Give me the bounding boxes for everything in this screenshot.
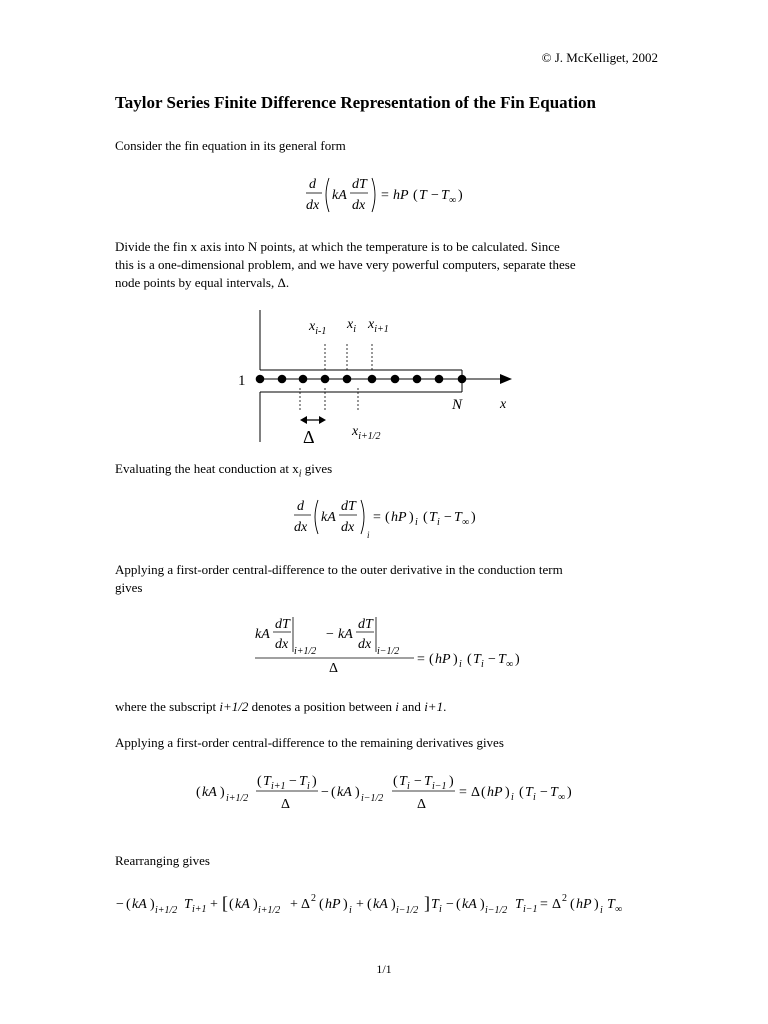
svg-text:i: i (367, 530, 370, 540)
svg-text:−: − (444, 510, 452, 525)
paragraph-text: . (443, 699, 447, 714)
svg-text:−: − (446, 897, 454, 912)
svg-text:): ) (567, 785, 572, 800)
svg-text:=: = (381, 188, 389, 203)
svg-text:(: ( (367, 897, 372, 912)
svg-text:i: i (307, 781, 310, 792)
label-axis-x: x (500, 397, 507, 412)
svg-text:i: i (437, 517, 440, 528)
svg-text:T: T (473, 652, 481, 667)
svg-text:T: T (419, 188, 427, 203)
svg-text:]: ] (424, 893, 430, 913)
svg-text:Δ: Δ (552, 897, 562, 912)
svg-text:): ) (220, 785, 225, 800)
svg-text:dT: dT (358, 617, 373, 632)
svg-text:kA: kA (462, 897, 477, 912)
svg-text:−: − (289, 774, 297, 789)
svg-text:hP: hP (391, 510, 407, 525)
svg-text:i: i (415, 517, 418, 528)
svg-text:i+1/2: i+1/2 (258, 905, 281, 916)
svg-text:T: T (607, 897, 615, 912)
svg-text:(: ( (570, 897, 575, 912)
svg-text:): ) (391, 897, 396, 912)
svg-text:i: i (349, 905, 352, 916)
svg-text:Δ: Δ (417, 797, 427, 812)
svg-text:hP: hP (325, 897, 341, 912)
paragraph-text: and (398, 699, 425, 714)
svg-text:Δ: Δ (471, 785, 481, 800)
svg-text:=: = (540, 897, 548, 912)
svg-text:(: ( (423, 510, 428, 525)
svg-text:dT: dT (352, 177, 367, 192)
svg-text:∞: ∞ (558, 792, 566, 803)
svg-text:kA: kA (255, 627, 270, 642)
svg-text:): ) (150, 897, 155, 912)
subscript-i: i (298, 468, 302, 480)
svg-text:i: i (407, 781, 410, 792)
svg-text:i−1: i−1 (523, 904, 538, 915)
svg-text:(: ( (196, 785, 201, 800)
svg-text:i−1/2: i−1/2 (361, 793, 384, 804)
svg-text:−: − (321, 785, 329, 800)
svg-text:T: T (525, 785, 533, 800)
svg-text:−: − (540, 785, 548, 800)
label-delta: Δ (303, 427, 315, 447)
paragraph-divide-fin (115, 238, 635, 292)
svg-text:T: T (184, 897, 192, 912)
svg-text:(: ( (126, 897, 131, 912)
svg-text:T: T (399, 774, 407, 789)
svg-text:i−1/2: i−1/2 (377, 646, 400, 657)
svg-text:i−1: i−1 (432, 781, 447, 792)
paragraph-text: denotes a position between (248, 699, 396, 714)
svg-text:[: [ (222, 893, 228, 913)
svg-text:∞: ∞ (615, 904, 623, 915)
svg-text:): ) (505, 785, 510, 800)
svg-text:hP: hP (435, 652, 451, 667)
svg-text:+: + (356, 897, 364, 912)
svg-text:T: T (454, 510, 462, 525)
svg-text:T: T (429, 510, 437, 525)
svg-text:(: ( (257, 774, 262, 789)
svg-text:kA: kA (235, 897, 250, 912)
page-number: 1/1 (376, 962, 392, 976)
svg-text:T: T (441, 188, 449, 203)
svg-text:kA: kA (332, 188, 347, 203)
svg-text:Δ: Δ (329, 661, 339, 674)
svg-text:kA: kA (338, 627, 353, 642)
svg-text:−: − (431, 188, 439, 203)
label-x-i: $x_i$ (347, 317, 356, 335)
svg-text:i+1/2: i+1/2 (294, 646, 317, 657)
subscript-symbol: i+1/2 (219, 699, 249, 714)
svg-text:i: i (439, 904, 442, 915)
paragraph-text: where the subscript (115, 699, 220, 714)
svg-text:i+1/2: i+1/2 (155, 905, 178, 916)
svg-text:d: d (297, 499, 304, 514)
svg-text:i: i (533, 792, 536, 803)
svg-text:dx: dx (341, 520, 355, 535)
label-x-i-plus-1: $x_{i+1}$ (368, 317, 389, 335)
equation-central-difference (0, 768, 768, 816)
svg-text:i: i (459, 659, 462, 670)
svg-text:): ) (355, 785, 360, 800)
label-x-i-plus-half: $x_{i+1/2}$ (352, 424, 381, 442)
svg-text:+: + (210, 897, 218, 912)
svg-text:T: T (299, 774, 307, 789)
svg-text:): ) (409, 510, 414, 525)
svg-text:d: d (309, 177, 316, 192)
svg-text:hP: hP (576, 897, 592, 912)
node-diagram (230, 308, 530, 453)
copyright-notice: © J. McKelliget, 2002 (541, 50, 658, 65)
svg-text:kA: kA (132, 897, 147, 912)
index-symbol: i (395, 699, 399, 714)
svg-text:−: − (116, 897, 124, 912)
svg-text:hP: hP (393, 188, 409, 203)
svg-text:dT: dT (275, 617, 290, 632)
paragraph-remaining-derivatives: Applying a first-order central-difference to the remaining derivatives gives (115, 735, 504, 750)
svg-text:): ) (312, 774, 317, 789)
svg-text:dx: dx (306, 198, 320, 213)
svg-text:=: = (459, 785, 467, 800)
svg-text:dx: dx (294, 520, 308, 535)
svg-text:): ) (515, 652, 520, 667)
svg-text:hP: hP (487, 785, 503, 800)
svg-text:(: ( (456, 897, 461, 912)
svg-text:): ) (458, 188, 463, 203)
svg-text:kA: kA (321, 510, 336, 525)
paragraph-line: this is a one-dimensional problem, and we have very powerful computers, separate these (115, 257, 576, 272)
svg-text:T: T (263, 774, 271, 789)
svg-text:(: ( (385, 510, 390, 525)
svg-text:kA: kA (373, 897, 388, 912)
svg-text:dT: dT (341, 499, 356, 514)
equation-conduction-at-xi (0, 494, 768, 544)
svg-text:(: ( (481, 785, 486, 800)
svg-text:−: − (326, 627, 334, 642)
svg-text:i+1: i+1 (192, 904, 207, 915)
svg-text:i: i (600, 905, 603, 916)
svg-text:i: i (511, 792, 514, 803)
paragraph-text: Evaluating the heat conduction at x (115, 461, 299, 476)
svg-text:∞: ∞ (506, 659, 514, 670)
equation-outer-derivative (0, 612, 768, 674)
svg-text:): ) (453, 652, 458, 667)
svg-text:i−1/2: i−1/2 (485, 905, 508, 916)
paragraph-text: gives (301, 461, 333, 476)
label-x-i-minus-1: $x_{i-1}$ (309, 319, 327, 337)
svg-text:): ) (449, 774, 454, 789)
svg-text:dx: dx (275, 637, 289, 652)
paragraph-evaluate (115, 460, 635, 484)
svg-text:i: i (481, 659, 484, 670)
svg-text:T: T (431, 897, 439, 912)
svg-text:+: + (290, 897, 298, 912)
svg-text:Δ: Δ (301, 897, 311, 912)
svg-text:T: T (550, 785, 558, 800)
svg-text:=: = (417, 652, 425, 667)
paragraph-line: node points by equal intervals, Δ. (115, 275, 290, 290)
svg-text:kA: kA (202, 785, 217, 800)
paragraph-line: gives (115, 580, 143, 595)
svg-text:=: = (373, 510, 381, 525)
svg-text:): ) (343, 897, 348, 912)
svg-text:kA: kA (337, 785, 352, 800)
equation-fin-general (0, 172, 768, 218)
svg-text:Δ: Δ (281, 797, 291, 812)
paragraph-rearranging: Rearranging gives (115, 853, 210, 868)
svg-text:i+1: i+1 (271, 781, 286, 792)
svg-text:): ) (480, 897, 485, 912)
svg-text:i+1/2: i+1/2 (226, 793, 249, 804)
svg-text:∞: ∞ (462, 517, 470, 528)
label-node-N: N (452, 397, 463, 413)
svg-text:T: T (424, 774, 432, 789)
svg-text:2: 2 (311, 893, 316, 904)
svg-text:dx: dx (358, 637, 372, 652)
svg-text:dx: dx (352, 198, 366, 213)
svg-text:−: − (414, 774, 422, 789)
svg-text:∞: ∞ (449, 195, 457, 206)
paragraph-subscript-note (115, 698, 635, 716)
svg-text:(: ( (393, 774, 398, 789)
svg-text:): ) (253, 897, 258, 912)
svg-text:): ) (594, 897, 599, 912)
paragraph-first-order-outer (115, 561, 635, 597)
svg-text:T: T (498, 652, 506, 667)
label-node-one: 1 (238, 373, 246, 389)
svg-text:2: 2 (562, 893, 567, 904)
equation-rearranged (0, 884, 768, 924)
svg-text:(: ( (319, 897, 324, 912)
svg-text:): ) (471, 510, 476, 525)
paragraph-line: Divide the fin x axis into N points, at which the temperature is to be calculated. Since (115, 239, 560, 254)
svg-text:i−1/2: i−1/2 (396, 905, 419, 916)
svg-text:(: ( (429, 652, 434, 667)
svg-text:(: ( (229, 897, 234, 912)
paragraph-line: Applying a first-order central-difference to the outer derivative in the conduction term (115, 562, 563, 577)
svg-text:T: T (515, 897, 523, 912)
svg-text:(: ( (413, 188, 418, 203)
svg-text:−: − (488, 652, 496, 667)
paragraph-intro: Consider the fin equation in its general form (115, 138, 346, 153)
svg-text:(: ( (331, 785, 336, 800)
page-title: Taylor Series Finite Difference Representation of the Fin Equation (115, 93, 597, 112)
svg-text:(: ( (519, 785, 524, 800)
index-symbol: i+1 (424, 699, 444, 714)
svg-text:(: ( (467, 652, 472, 667)
